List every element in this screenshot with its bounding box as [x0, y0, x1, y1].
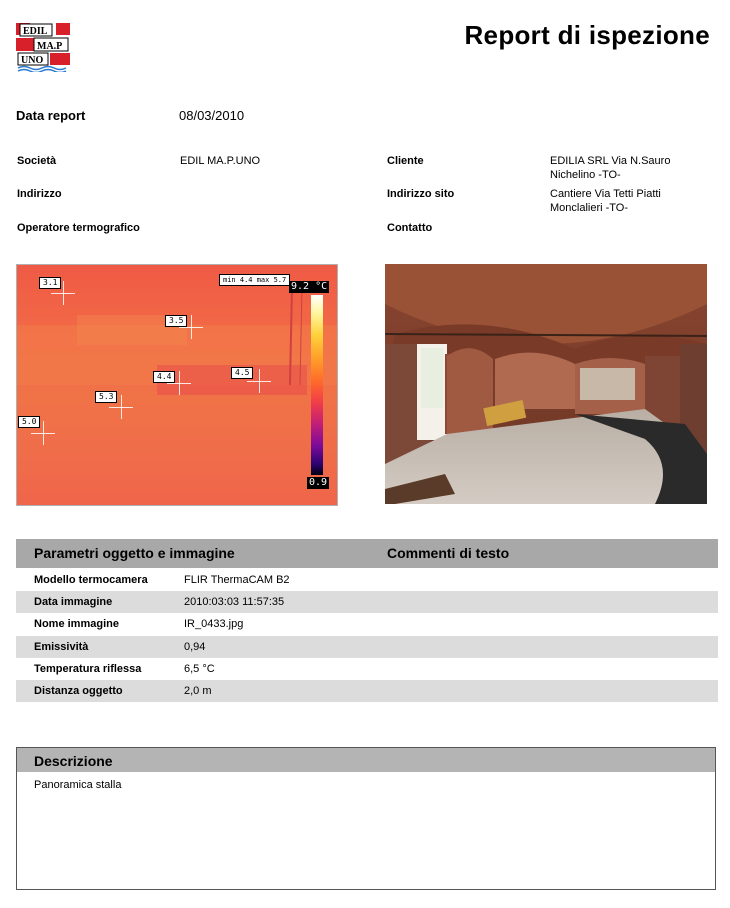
scale-min-label: 0.9 — [309, 477, 328, 488]
param-key: Temperatura riflessa — [34, 663, 142, 675]
param-value: 2010:03:03 11:57:35 — [184, 596, 285, 608]
cliente-value: EDILIA SRL Via N.Sauro — [550, 155, 671, 167]
temperature-scale-bar — [311, 295, 323, 475]
indirizzo-sito-value-line2: Monclalieri -TO- — [550, 202, 629, 214]
cliente-label: Cliente — [387, 155, 424, 167]
indirizzo-sito-value: Cantiere Via Tetti Piatti — [550, 188, 661, 200]
param-value: 2,0 m — [184, 685, 212, 697]
report-date-label: Data report — [16, 108, 86, 123]
societa-value: EDIL MA.P.UNO — [180, 155, 261, 167]
cliente-value-line2: Nichelino -TO- — [550, 169, 621, 181]
logo-text-1: EDIL — [23, 26, 48, 37]
logo-text-2: MA.P — [37, 41, 63, 52]
thermal-image — [16, 264, 338, 506]
societa-label: Società — [17, 155, 57, 167]
param-value: 0,94 — [184, 641, 206, 653]
description-box — [16, 747, 716, 890]
report-date-value: 08/03/2010 — [179, 108, 245, 123]
operatore-label: Operatore termografico — [17, 222, 140, 234]
param-key: Emissività — [34, 641, 89, 653]
param-key: Modello termocamera — [34, 574, 148, 586]
indirizzo-sito-label: Indirizzo sito — [387, 188, 455, 200]
description-text: Panoramica stalla — [34, 779, 122, 791]
param-value: FLIR ThermaCAM B2 — [184, 574, 290, 586]
params-header-band — [16, 539, 718, 568]
indirizzo-label: Indirizzo — [17, 188, 62, 200]
params-header: Parametri oggetto e immagine — [34, 545, 235, 561]
spot-label-3: 4.4 — [153, 371, 175, 383]
page-title: Report di ispezione — [464, 20, 710, 50]
param-value: IR_0433.jpg — [184, 618, 244, 630]
spot-label-6: 5.0 — [18, 416, 40, 428]
param-value: 6,5 °C — [184, 663, 215, 675]
param-key: Distanza oggetto — [34, 685, 123, 697]
spot-label-1: 3.1 — [39, 277, 61, 289]
table-row — [16, 591, 718, 613]
table-row — [16, 658, 718, 680]
param-key: Data immagine — [34, 596, 113, 608]
table-row — [16, 569, 718, 591]
param-key: Nome immagine — [34, 618, 119, 630]
table-row — [16, 636, 718, 658]
range-label: min 4.4 max 5.7 — [219, 274, 290, 286]
spot-label-4: 4.5 — [231, 367, 253, 379]
spot-label-2: 3.5 — [165, 315, 187, 327]
table-row — [16, 613, 718, 635]
contatto-label: Contatto — [387, 222, 433, 234]
description-header: Descrizione — [34, 753, 113, 769]
scale-max-label: 9.2 °C — [291, 281, 328, 292]
comments-header: Commenti di testo — [387, 545, 510, 561]
table-row — [16, 680, 718, 702]
company-logo — [16, 22, 70, 72]
spot-label-5: 5.3 — [95, 391, 117, 403]
description-header-band — [17, 748, 715, 772]
visual-photo — [385, 264, 707, 504]
logo-text-3: UNO — [21, 55, 44, 66]
